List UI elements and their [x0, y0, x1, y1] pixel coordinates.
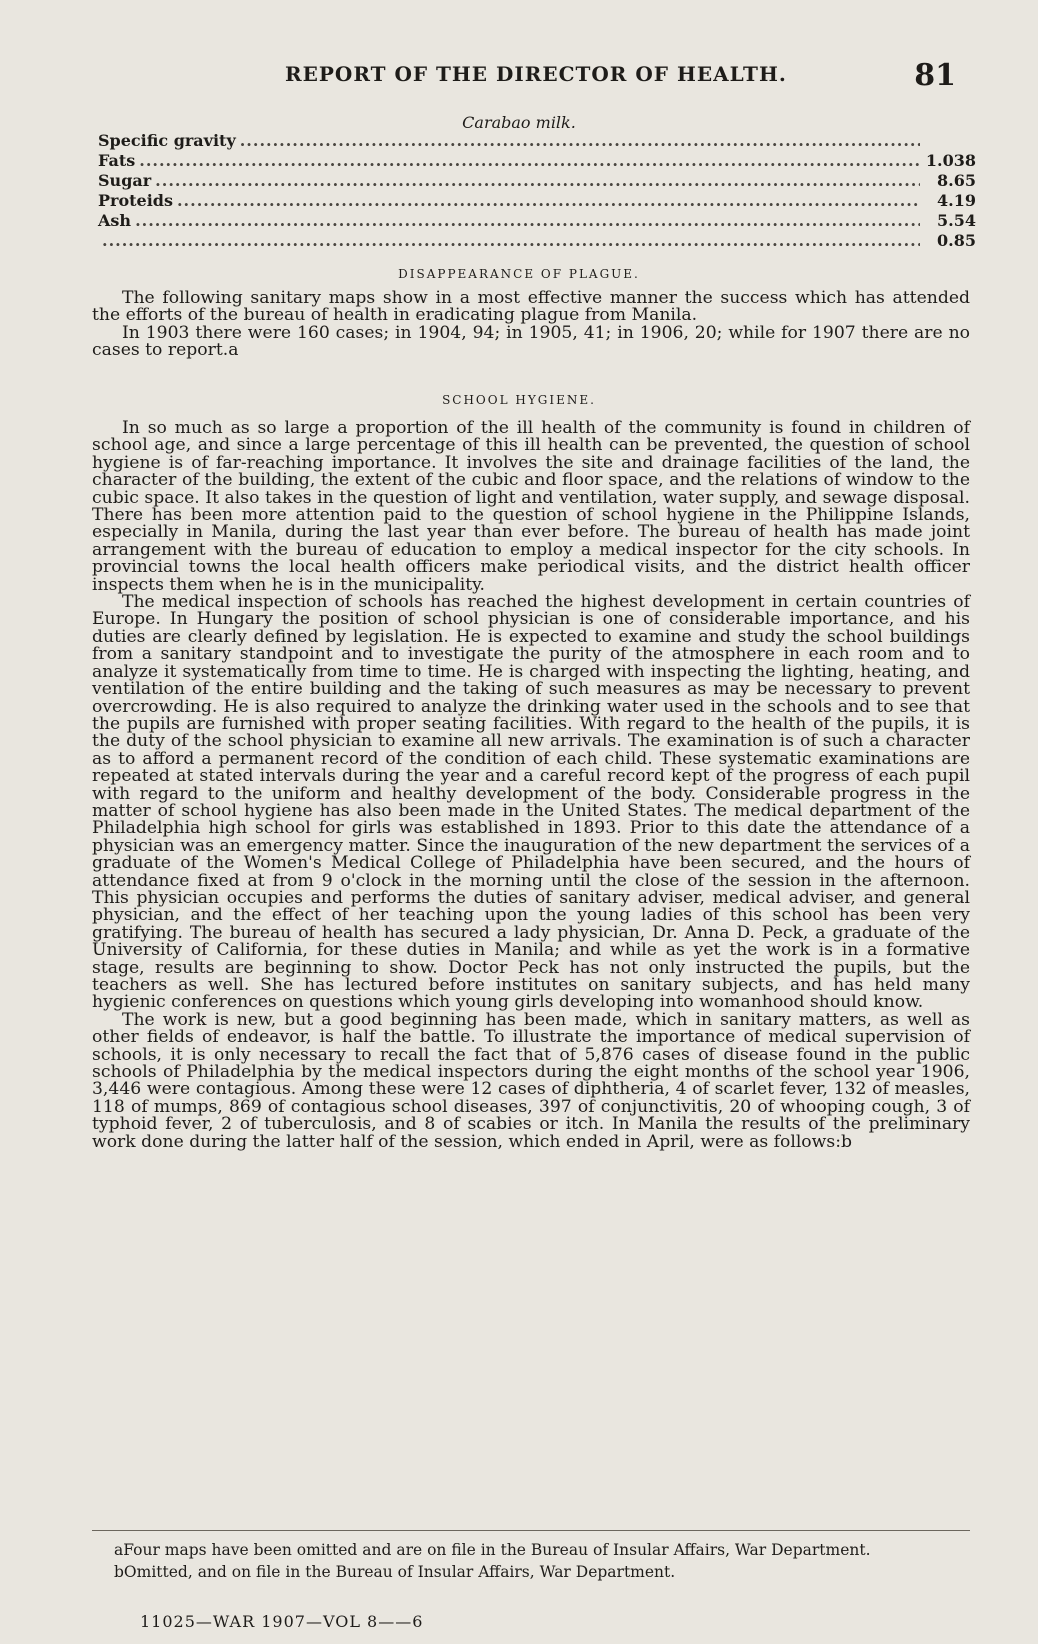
paragraph: In so much as so large a proportion of the ill health of the community is found in children of school age, and since a large percentage of this ill health can be prevented, the question of school hygiene is of far-reaching importance. It involves the site and drainage facilities of the land, the character of the building, the extent of the cubic and floor space, and the relations of window to the cubic space. It also takes in the question of light and ventilation, water supply, and sewage disposal. There has been more attention paid to the question of school hygiene in the Philippine Islands, especially in Manila, during the last year than ever before. The bureau of health has made joint arrangement with the bureau of education to employ a medical inspector for the city schools. In provincial towns the local health officers make periodical visits, and the district health officer inspects them when he is in the municipality.	[92, 418, 970, 595]
printer-signature: 11025—WAR 1907—VOL 8——6	[140, 1612, 424, 1631]
paragraph: In 1903 there were 160 cases; in 1904, 94; in 1905, 41; in 1906, 20; while for 1907 there are no cases to report.a	[92, 322, 970, 361]
paragraph: The work is new, but a good beginning has been made, which in sanitary matters, as well as other fields of endeavor, is half the battle. To illustrate the importance of medical supervision of schools, it is only necessary to recall the fact that of 5,876 cases of disease found in the public schools of Philadelphia by the medical inspectors during the eight months of the school year 1906, 3,446 were contagious. Among these were 12 cases of diphtheria, 4 of scarlet fever, 132 of measles, 118 of mumps, 869 of contagious school diseases, 397 of conjunctivitis, 20 of whooping cough, 3 of typhoid fever, 2 of tuberculosis, and 8 of scabies or itch. In Manila the results of the preliminary work done during the latter half of the session, which ended in April, were as follows:b	[92, 1009, 970, 1152]
dot-leader	[139, 151, 920, 170]
section-heading-school-hygiene: SCHOOL HYGIENE.	[442, 393, 596, 407]
table-row	[98, 131, 976, 151]
row-label: Proteids	[98, 191, 173, 210]
dot-leader	[177, 191, 920, 210]
footnote: aFour maps have been omitted and are on file in the Bureau of Insular Affairs, War Department.	[114, 1541, 871, 1559]
row-value: 1.038	[925, 151, 976, 170]
table-row	[98, 211, 976, 231]
dot-leader	[102, 231, 920, 250]
dot-leader	[240, 131, 920, 150]
school-hygiene-section	[92, 420, 970, 1151]
dot-leader	[135, 211, 920, 230]
section-heading-plague: DISAPPEARANCE OF PLAGUE.	[398, 267, 640, 281]
row-value: 5.54	[937, 211, 976, 230]
row-label: Fats	[98, 151, 136, 170]
paragraph: The medical inspection of schools has reached the highest development in certain countries of Europe. In Hungary the position of school physician is one of considerable importance, and his duties are clearly defined by legislation. He is expected to examine and study the school buildings from a sanitary standpoint and to investigate the purity of the atmosphere in each room and to analyze it systematically from time to time. He is charged with inspecting the lighting, heating, and ventilation of the entire building and the taking of such measures as may be necessary to prevent overcrowding. He is also required to analyze the drinking water used in the schools and to see that the pupils are furnished with proper seating facilities. With regard to the health of the pupils, it is the duty of the school physician to examine all new arrivals. The examination is of such a character as to afford a permanent record of the condition of each child. These systematic examinations are repeated at stated intervals during the year and a careful record kept of the progress of each pupil with regard to the uniform and healthy development of the body. Considerable progress in the matter of school hygiene has also been made in the United States. The medical department of the Philadelphia high school for girls was established in 1893. Prior to this date the attendance of a physician was an emergency matter. Since the inauguration of the new department the services of a graduate of the Women's Medical College of Philadelphia have been secured, and the hours of attendance fixed at from 9 o'clock in the morning until the close of the session in the afternoon. This physician occupies and performs the duties of sanitary adviser, medical adviser, and general physician, and the effect of her teaching upon the young ladies of this school has been very gratifying. The bureau of health has secured a lady physician, Dr. Anna D. Peck, a graduate of the University of California, for these duties in Manila; and while as yet the work is in a formative stage, results are beginning to show. Doctor Peck has not only instructed the pupils, but the teachers as well. She has lectured before institutes on sanitary subjects, and has held many hygienic conferences on questions which young girls developing into womanhood should know.	[92, 592, 970, 1013]
plague-section	[92, 290, 970, 360]
table-row	[98, 191, 976, 211]
row-label: Ash	[98, 211, 132, 230]
dot-leader	[155, 171, 920, 190]
table-row	[98, 171, 976, 191]
row-value: 4.19	[937, 191, 976, 210]
page-number: 81	[914, 58, 956, 93]
row-value: 8.65	[937, 171, 976, 190]
paragraph: The following sanitary maps show in a most effective manner the success which has attended the efforts of the bureau of health in eradicating plague from Manila.	[92, 288, 970, 326]
footnotes	[92, 1540, 970, 1584]
carabao-milk-table	[98, 131, 976, 251]
row-value: 0.85	[937, 231, 976, 250]
row-label: Sugar	[98, 171, 152, 190]
footnote-divider	[92, 1530, 970, 1531]
footnote: bOmitted, and on file in the Bureau of Insular Affairs, War Department.	[114, 1563, 676, 1581]
running-header-title: REPORT OF THE DIRECTOR OF HEALTH.	[285, 62, 787, 86]
table-row	[98, 151, 976, 171]
running-header	[90, 58, 978, 98]
table-caption: Carabao milk.	[462, 113, 576, 132]
row-label: Specific gravity	[98, 131, 236, 150]
table-row	[98, 231, 976, 251]
